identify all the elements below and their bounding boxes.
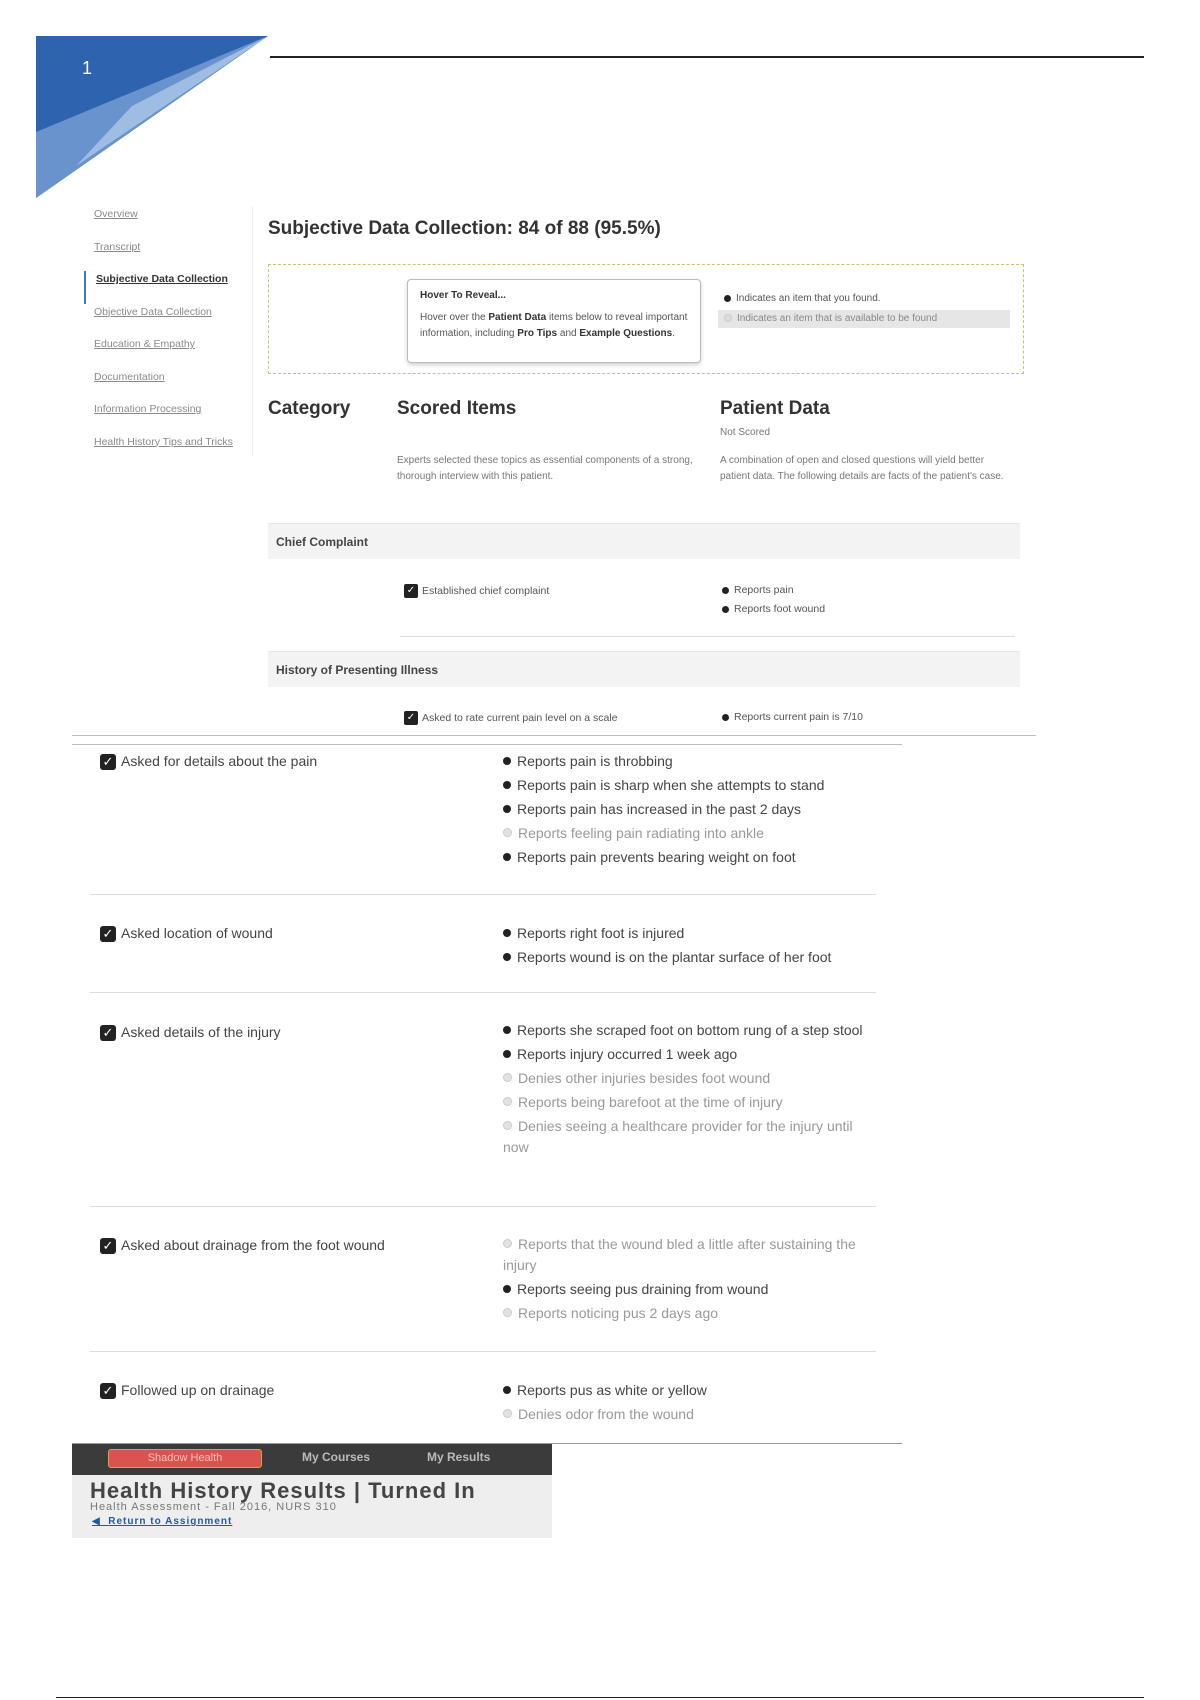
checkbox-checked-icon bbox=[100, 754, 116, 770]
nav-my-courses[interactable]: My Courses bbox=[302, 1450, 371, 1464]
finding[interactable]: Reports being barefoot at the time of injury bbox=[503, 1092, 873, 1113]
unfound-dot-icon bbox=[503, 1308, 512, 1317]
column-header-patient: Patient Data bbox=[720, 398, 830, 419]
found-dot-icon bbox=[503, 853, 511, 861]
footer-rule bbox=[56, 1697, 1144, 1698]
finding[interactable]: Denies other injuries besides foot wound bbox=[503, 1068, 873, 1089]
row-divider bbox=[90, 1351, 876, 1352]
checkbox-checked-icon bbox=[100, 1238, 116, 1254]
nav-objective-data[interactable]: Objective Data Collection bbox=[94, 305, 212, 318]
legend-found: Indicates an item that you found. bbox=[724, 293, 881, 304]
header-rule bbox=[270, 56, 1144, 58]
nav-overview[interactable]: Overview bbox=[94, 208, 138, 220]
finding[interactable]: Denies seeing a healthcare provider for the injury until now bbox=[503, 1118, 853, 1155]
row-divider bbox=[400, 636, 1015, 637]
finding[interactable]: Reports pain is throbbing bbox=[503, 749, 873, 773]
finding[interactable]: Reports foot wound bbox=[722, 603, 825, 615]
finding[interactable]: Reports pain has increased in the past 2 days bbox=[503, 797, 873, 821]
nav-documentation[interactable]: Documentation bbox=[94, 370, 165, 383]
found-dot-icon bbox=[503, 1285, 511, 1293]
unfound-dot-icon bbox=[503, 1121, 512, 1130]
return-to-assignment-link[interactable]: ◀ Return to Assignment bbox=[92, 1516, 233, 1527]
category-chief-complaint: Chief Complaint bbox=[268, 523, 1020, 559]
finding[interactable]: Reports pain is sharp when she attempts to stand bbox=[503, 773, 873, 797]
found-dot-icon bbox=[722, 606, 729, 613]
not-scored-label: Not Scored bbox=[720, 427, 771, 438]
checkbox-checked-icon bbox=[100, 1383, 116, 1399]
found-dot-icon bbox=[503, 781, 511, 789]
hover-card-text: Hover over the Patient Data items below to reveal important information, including Pro Tips and Example Questions. bbox=[420, 312, 688, 339]
findings-list bbox=[503, 749, 873, 869]
section-title: Subjective Data Collection: 84 of 88 (95.5%) bbox=[268, 218, 661, 239]
finding[interactable]: Reports she scraped foot on bottom rung of a step stool bbox=[503, 1020, 873, 1041]
found-dot-icon bbox=[503, 1386, 511, 1394]
finding[interactable]: Reports injury occurred 1 week ago bbox=[503, 1044, 873, 1065]
finding[interactable]: Reports wound is on the plantar surface of her foot bbox=[503, 945, 873, 969]
nav-my-results[interactable]: My Results bbox=[427, 1450, 491, 1464]
unfound-dot-icon bbox=[503, 1239, 512, 1248]
nav-transcript[interactable]: Transcript bbox=[94, 240, 141, 253]
scored-description: Experts selected these topics as essential components of a strong, thorough interview with this patient. bbox=[397, 455, 693, 482]
finding[interactable]: Reports current pain is 7/10 bbox=[722, 711, 863, 723]
back-arrow-icon: ◀ bbox=[92, 1516, 109, 1527]
checkbox-checked-icon bbox=[404, 584, 418, 598]
patient-description: A combination of open and closed questions will yield better patient data. The following details are facts of the patient's case. bbox=[720, 455, 1004, 482]
row-divider bbox=[90, 992, 876, 993]
nav-tips-tricks[interactable]: Health History Tips and Tricks bbox=[94, 435, 233, 448]
corner-decoration bbox=[36, 36, 268, 198]
nav-education-empathy[interactable]: Education & Empathy bbox=[94, 338, 195, 350]
nav-subjective-data[interactable]: Subjective Data Collection bbox=[84, 271, 252, 304]
checkbox-checked-icon bbox=[404, 711, 418, 725]
scored-item: ✓Asked to rate current pain level on a scale bbox=[404, 711, 618, 725]
found-dot-icon bbox=[503, 1026, 511, 1034]
finding[interactable]: Reports pain bbox=[722, 584, 794, 596]
found-dot-icon bbox=[722, 714, 729, 721]
column-header-category: Category bbox=[268, 398, 351, 419]
finding[interactable]: Reports that the wound bled a little after sustaining the injury bbox=[503, 1236, 856, 1273]
unfound-dot-icon bbox=[724, 314, 732, 322]
results-title: Health History Results | Turned In bbox=[90, 1478, 476, 1503]
nav-information-processing[interactable]: Information Processing bbox=[94, 403, 202, 415]
screenshot-border bbox=[72, 735, 1036, 736]
finding[interactable]: Reports seeing pus draining from wound bbox=[503, 1279, 873, 1300]
column-header-scored: Scored Items bbox=[397, 398, 517, 419]
found-dot-icon bbox=[503, 953, 511, 961]
finding[interactable]: Denies odor from the wound bbox=[503, 1402, 873, 1426]
hover-card-title: Hover To Reveal... bbox=[420, 290, 506, 301]
course-subtitle: Health Assessment - Fall 2016, NURS 310 bbox=[90, 1501, 337, 1513]
found-dot-icon bbox=[503, 929, 511, 937]
scored-item: ✓Asked location of wound bbox=[100, 925, 273, 942]
found-dot-icon bbox=[503, 1050, 511, 1058]
legend-available: Indicates an item that is available to be found bbox=[718, 310, 1010, 328]
finding[interactable]: Reports feeling pain radiating into ankle bbox=[503, 821, 873, 845]
finding[interactable]: Reports noticing pus 2 days ago bbox=[503, 1303, 873, 1324]
found-dot-icon bbox=[503, 757, 511, 765]
unfound-dot-icon bbox=[503, 1073, 512, 1082]
findings-list bbox=[503, 921, 873, 969]
unfound-dot-icon bbox=[503, 828, 512, 837]
findings-list bbox=[503, 1234, 873, 1324]
scored-item: ✓Followed up on drainage bbox=[100, 1382, 274, 1399]
scored-item: ✓Asked about drainage from the foot wound bbox=[100, 1237, 385, 1254]
scored-item: ✓Established chief complaint bbox=[404, 584, 549, 598]
findings-list bbox=[503, 1378, 873, 1426]
found-dot-icon bbox=[722, 587, 729, 594]
scored-item: ✓Asked for details about the pain bbox=[100, 753, 317, 770]
finding[interactable]: Reports pus as white or yellow bbox=[503, 1378, 873, 1402]
findings-list bbox=[503, 1020, 873, 1158]
scored-item: ✓Asked details of the injury bbox=[100, 1024, 281, 1041]
row-divider bbox=[90, 894, 876, 895]
sidebar-divider bbox=[252, 206, 253, 456]
unfound-dot-icon bbox=[503, 1097, 512, 1106]
sidebar-nav bbox=[84, 206, 252, 466]
checkbox-checked-icon bbox=[100, 926, 116, 942]
page-number: 1 bbox=[82, 58, 93, 78]
shadow-health-logo[interactable]: Shadow Health bbox=[108, 1449, 262, 1468]
finding[interactable]: Reports right foot is injured bbox=[503, 921, 873, 945]
checkbox-checked-icon bbox=[100, 1025, 116, 1041]
found-dot-icon bbox=[724, 295, 731, 302]
unfound-dot-icon bbox=[503, 1409, 512, 1418]
row-divider bbox=[90, 1206, 876, 1207]
found-dot-icon bbox=[503, 805, 511, 813]
screenshot-border bbox=[72, 744, 902, 745]
finding[interactable]: Reports pain prevents bearing weight on foot bbox=[503, 845, 873, 869]
hover-reveal-card bbox=[407, 279, 701, 363]
category-history-presenting-illness: History of Presenting Illness bbox=[268, 651, 1020, 687]
